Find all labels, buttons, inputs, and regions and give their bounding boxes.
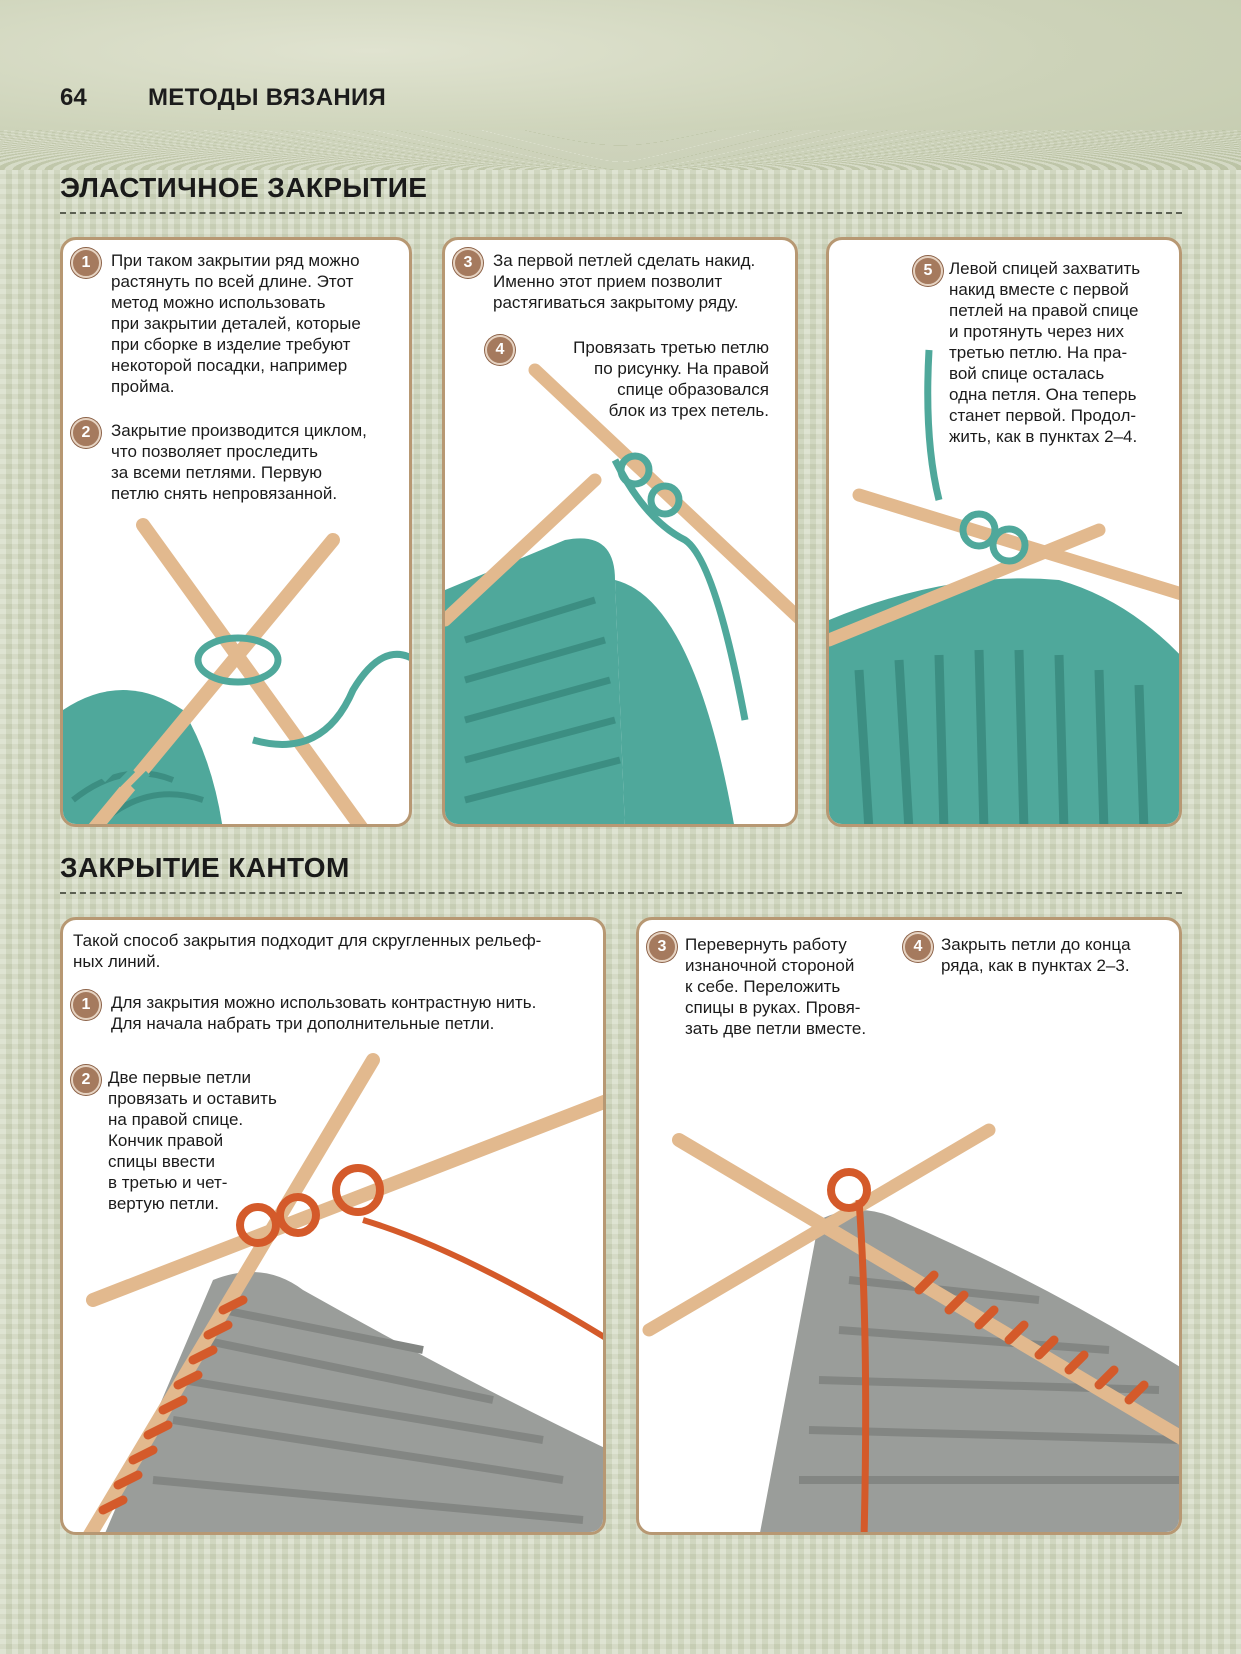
step-text-1: Для закрытия можно использовать контрастную нить. Для начала набрать три дополнительные петли.: [111, 993, 537, 1033]
step-text-5: Левой спицей захватить накид вместе с первой петлей на правой спице и протянуть через них третью петлю. На пра- вой спице осталась одна петля. Она теперь станет первой. Продол- жить, как в пунктах 2–4.: [949, 259, 1141, 446]
step-badge-1: 1: [71, 248, 101, 278]
step-text-3: Перевернуть работу изнаночной стороной к себе. Переложить спицы в руках. Провя- зать две петли вместе.: [685, 935, 867, 1038]
panel-elastic-steps-3-4: [442, 237, 798, 827]
step-badge-2: 2: [71, 1065, 101, 1095]
step-badge-1: 1: [71, 990, 101, 1020]
section-divider: [60, 212, 1182, 214]
running-head: МЕТОДЫ ВЯЗАНИЯ: [148, 84, 387, 111]
step-text-4: Закрыть петли до конца ряда, как в пунктах 2–3.: [941, 935, 1131, 975]
step-badge-3: 3: [453, 248, 483, 278]
step-text-3: За первой петлей сделать накид. Именно этот прием позволит растягиваться закрытому ряду.: [493, 251, 756, 312]
step-text-2: Закрытие производится циклом, что позволяет проследить за всеми петлями. Первую петлю снять непровязанной.: [111, 421, 367, 503]
panel-edge-steps-1-2: [60, 917, 606, 1535]
panel-elastic-steps-1-2: [60, 237, 412, 827]
section-title-edge-bindoff: ЗАКРЫТИЕ КАНТОМ: [60, 852, 350, 883]
step-text-1: При таком закрытии ряд можно растянуть по всей длине. Этот метод можно использовать при закрытии деталей, которые при сборке в изделие требуют некоторой посадки, например пройма.: [111, 251, 361, 396]
step-text-2: Две первые петли провязать и оставить на правой спице. Кончик правой спицы ввести в третью и чет- вертую петли.: [108, 1068, 277, 1213]
step-badge-5: 5: [913, 256, 943, 286]
section-divider: [60, 892, 1182, 894]
step-badge-4: 4: [903, 932, 933, 962]
panel-edge-steps-3-4: [636, 917, 1182, 1535]
panel-elastic-step-5: [826, 237, 1182, 827]
page-number: 64: [60, 84, 87, 111]
step-badge-2: 2: [71, 418, 101, 448]
step-badge-4: 4: [485, 335, 515, 365]
section-title-elastic-bindoff: ЭЛАСТИЧНОЕ ЗАКРЫТИЕ: [60, 172, 428, 203]
step-badge-3: 3: [647, 932, 677, 962]
photo-three-loop-block: [445, 240, 798, 827]
intro-text: Такой способ закрытия подходит для скругленных рельеф- ных линий.: [73, 931, 542, 971]
step-text-4: Провязать третью петлю по рисунку. На правой спице образовался блок из трех петель.: [573, 338, 769, 420]
